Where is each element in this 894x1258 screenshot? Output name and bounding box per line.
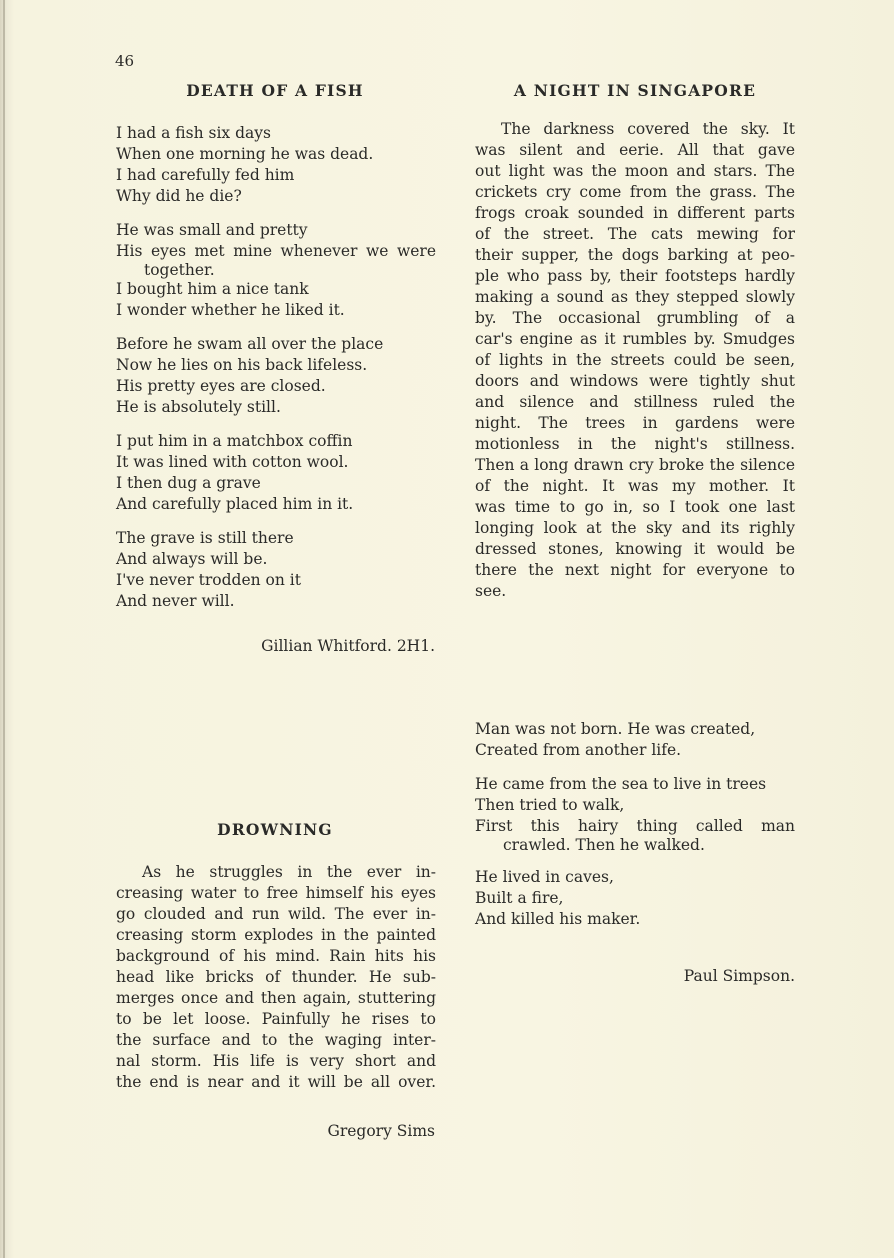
text-line: He was small and pretty (116, 221, 308, 239)
text-line: I've never trodden on it (116, 571, 301, 589)
stanza-gap (116, 321, 436, 334)
text-line: As he struggles in the ever in- (142, 863, 436, 881)
text-line: ple who pass by, their footsteps hardly (475, 267, 795, 285)
text-line: It was lined with cotton wool. (116, 453, 349, 471)
text-line: Created from another life. (475, 741, 682, 759)
stanza-gap (116, 515, 436, 528)
text-line: of the night. It was my mother. It (475, 477, 795, 495)
text-line: together. (144, 261, 215, 279)
death-of-a-fish-title: DEATH OF A FISH (186, 81, 364, 100)
text-line: longing look at the sky and its righly (475, 519, 795, 537)
text-line: dressed stones, knowing it would be (475, 540, 795, 558)
text-line: Now he lies on his back lifeless. (116, 356, 368, 374)
stanza-gap (116, 207, 436, 220)
drowning-prose (116, 862, 436, 1093)
text-line: I bought him a nice tank (116, 280, 309, 298)
text-line: motionless in the night's stillness. (475, 435, 795, 453)
text-line: Then tried to walk, (475, 796, 625, 814)
text-line: crickets cry come from the grass. The (475, 183, 795, 201)
death-of-a-fish-author: Gillian Whitford. 2H1. (261, 637, 435, 655)
text-line: and silence and stillness ruled the (475, 393, 795, 411)
text-line: Built a fire, (475, 889, 564, 907)
text-line: The grave is still there (116, 529, 294, 547)
text-line: And killed his maker. (475, 910, 641, 928)
text-line: of the street. The cats mewing for (475, 225, 795, 243)
text-line: nal storm. His life is very short and (116, 1052, 436, 1070)
text-line: to be let loose. Painfully he rises to (116, 1010, 436, 1028)
text-line: frogs croak sounded in different parts (475, 204, 795, 222)
man-poem (475, 719, 795, 930)
text-line: by. The occasional grumbling of a (475, 309, 795, 327)
text-line: I had carefully fed him (116, 166, 295, 184)
stanza-gap (475, 761, 795, 774)
drowning-title: DROWNING (217, 820, 333, 839)
text-line: Before he swam all over the place (116, 335, 384, 353)
text-line: I put him in a matchbox coffin (116, 432, 353, 450)
stanza-gap (475, 854, 795, 867)
text-line: of lights in the streets could be seen, (475, 351, 795, 369)
text-line: head like bricks of thunder. He sub- (116, 968, 436, 986)
text-line: The darkness covered the sky. It (501, 120, 795, 138)
text-line: night. The trees in gardens were (475, 414, 795, 432)
text-line: He is absolutely still. (116, 398, 281, 416)
text-line: He came from the sea to live in trees (475, 775, 767, 793)
man-poem-author: Paul Simpson. (683, 967, 795, 985)
text-line: the surface and to the waging inter- (116, 1031, 436, 1049)
page-number: 46 (115, 52, 135, 70)
text-line: their supper, the dogs barking at peo- (475, 246, 795, 264)
stanza-gap (116, 418, 436, 431)
text-line: there the next night for everyone to (475, 561, 795, 579)
text-line: I then dug a grave (116, 474, 261, 492)
text-line: Why did he die? (116, 187, 242, 205)
text-line: He lived in caves, (475, 868, 614, 886)
text-line: the end is near and it will be all over. (116, 1073, 436, 1091)
text-line: making a sound as they stepped slowly (475, 288, 795, 306)
text-line: crawled. Then he walked. (503, 836, 705, 854)
text-line: creasing water to free himself his eyes (116, 884, 436, 902)
text-line: Then a long drawn cry broke the silence (475, 456, 795, 474)
text-line: And always will be. (116, 550, 268, 568)
text-line: out light was the moon and stars. The (475, 162, 795, 180)
text-line: His pretty eyes are closed. (116, 377, 326, 395)
death-of-a-fish-poem (116, 123, 436, 612)
drowning-author: Gregory Sims (327, 1122, 435, 1140)
text-line: car's engine as it rumbles by. Smudges (475, 330, 795, 348)
text-line: see. (475, 582, 507, 600)
a-night-in-singapore-prose (475, 119, 795, 602)
text-line: was silent and eerie. All that gave (475, 141, 795, 159)
text-line: And carefully placed him in it. (116, 495, 354, 513)
text-line: background of his mind. Rain hits his (116, 947, 436, 965)
text-line: was time to go in, so I took one last (475, 498, 795, 516)
text-line: When one morning he was dead. (116, 145, 374, 163)
text-line: I had a fish six days (116, 124, 271, 142)
text-line: Man was not born. He was created, (475, 720, 756, 738)
page-edge-shadow (3, 0, 5, 1258)
text-line: First this hairy thing called man (475, 817, 795, 835)
text-line: And never will. (116, 592, 235, 610)
text-line: creasing storm explodes in the painted (116, 926, 436, 944)
text-line: I wonder whether he liked it. (116, 301, 345, 319)
text-line: His eyes met mine whenever we were (116, 242, 436, 260)
a-night-in-singapore-title: A NIGHT IN SINGAPORE (513, 81, 757, 100)
text-line: merges once and then again, stuttering (116, 989, 436, 1007)
text-line: go clouded and run wild. The ever in- (116, 905, 436, 923)
text-line: doors and windows were tightly shut (475, 372, 795, 390)
